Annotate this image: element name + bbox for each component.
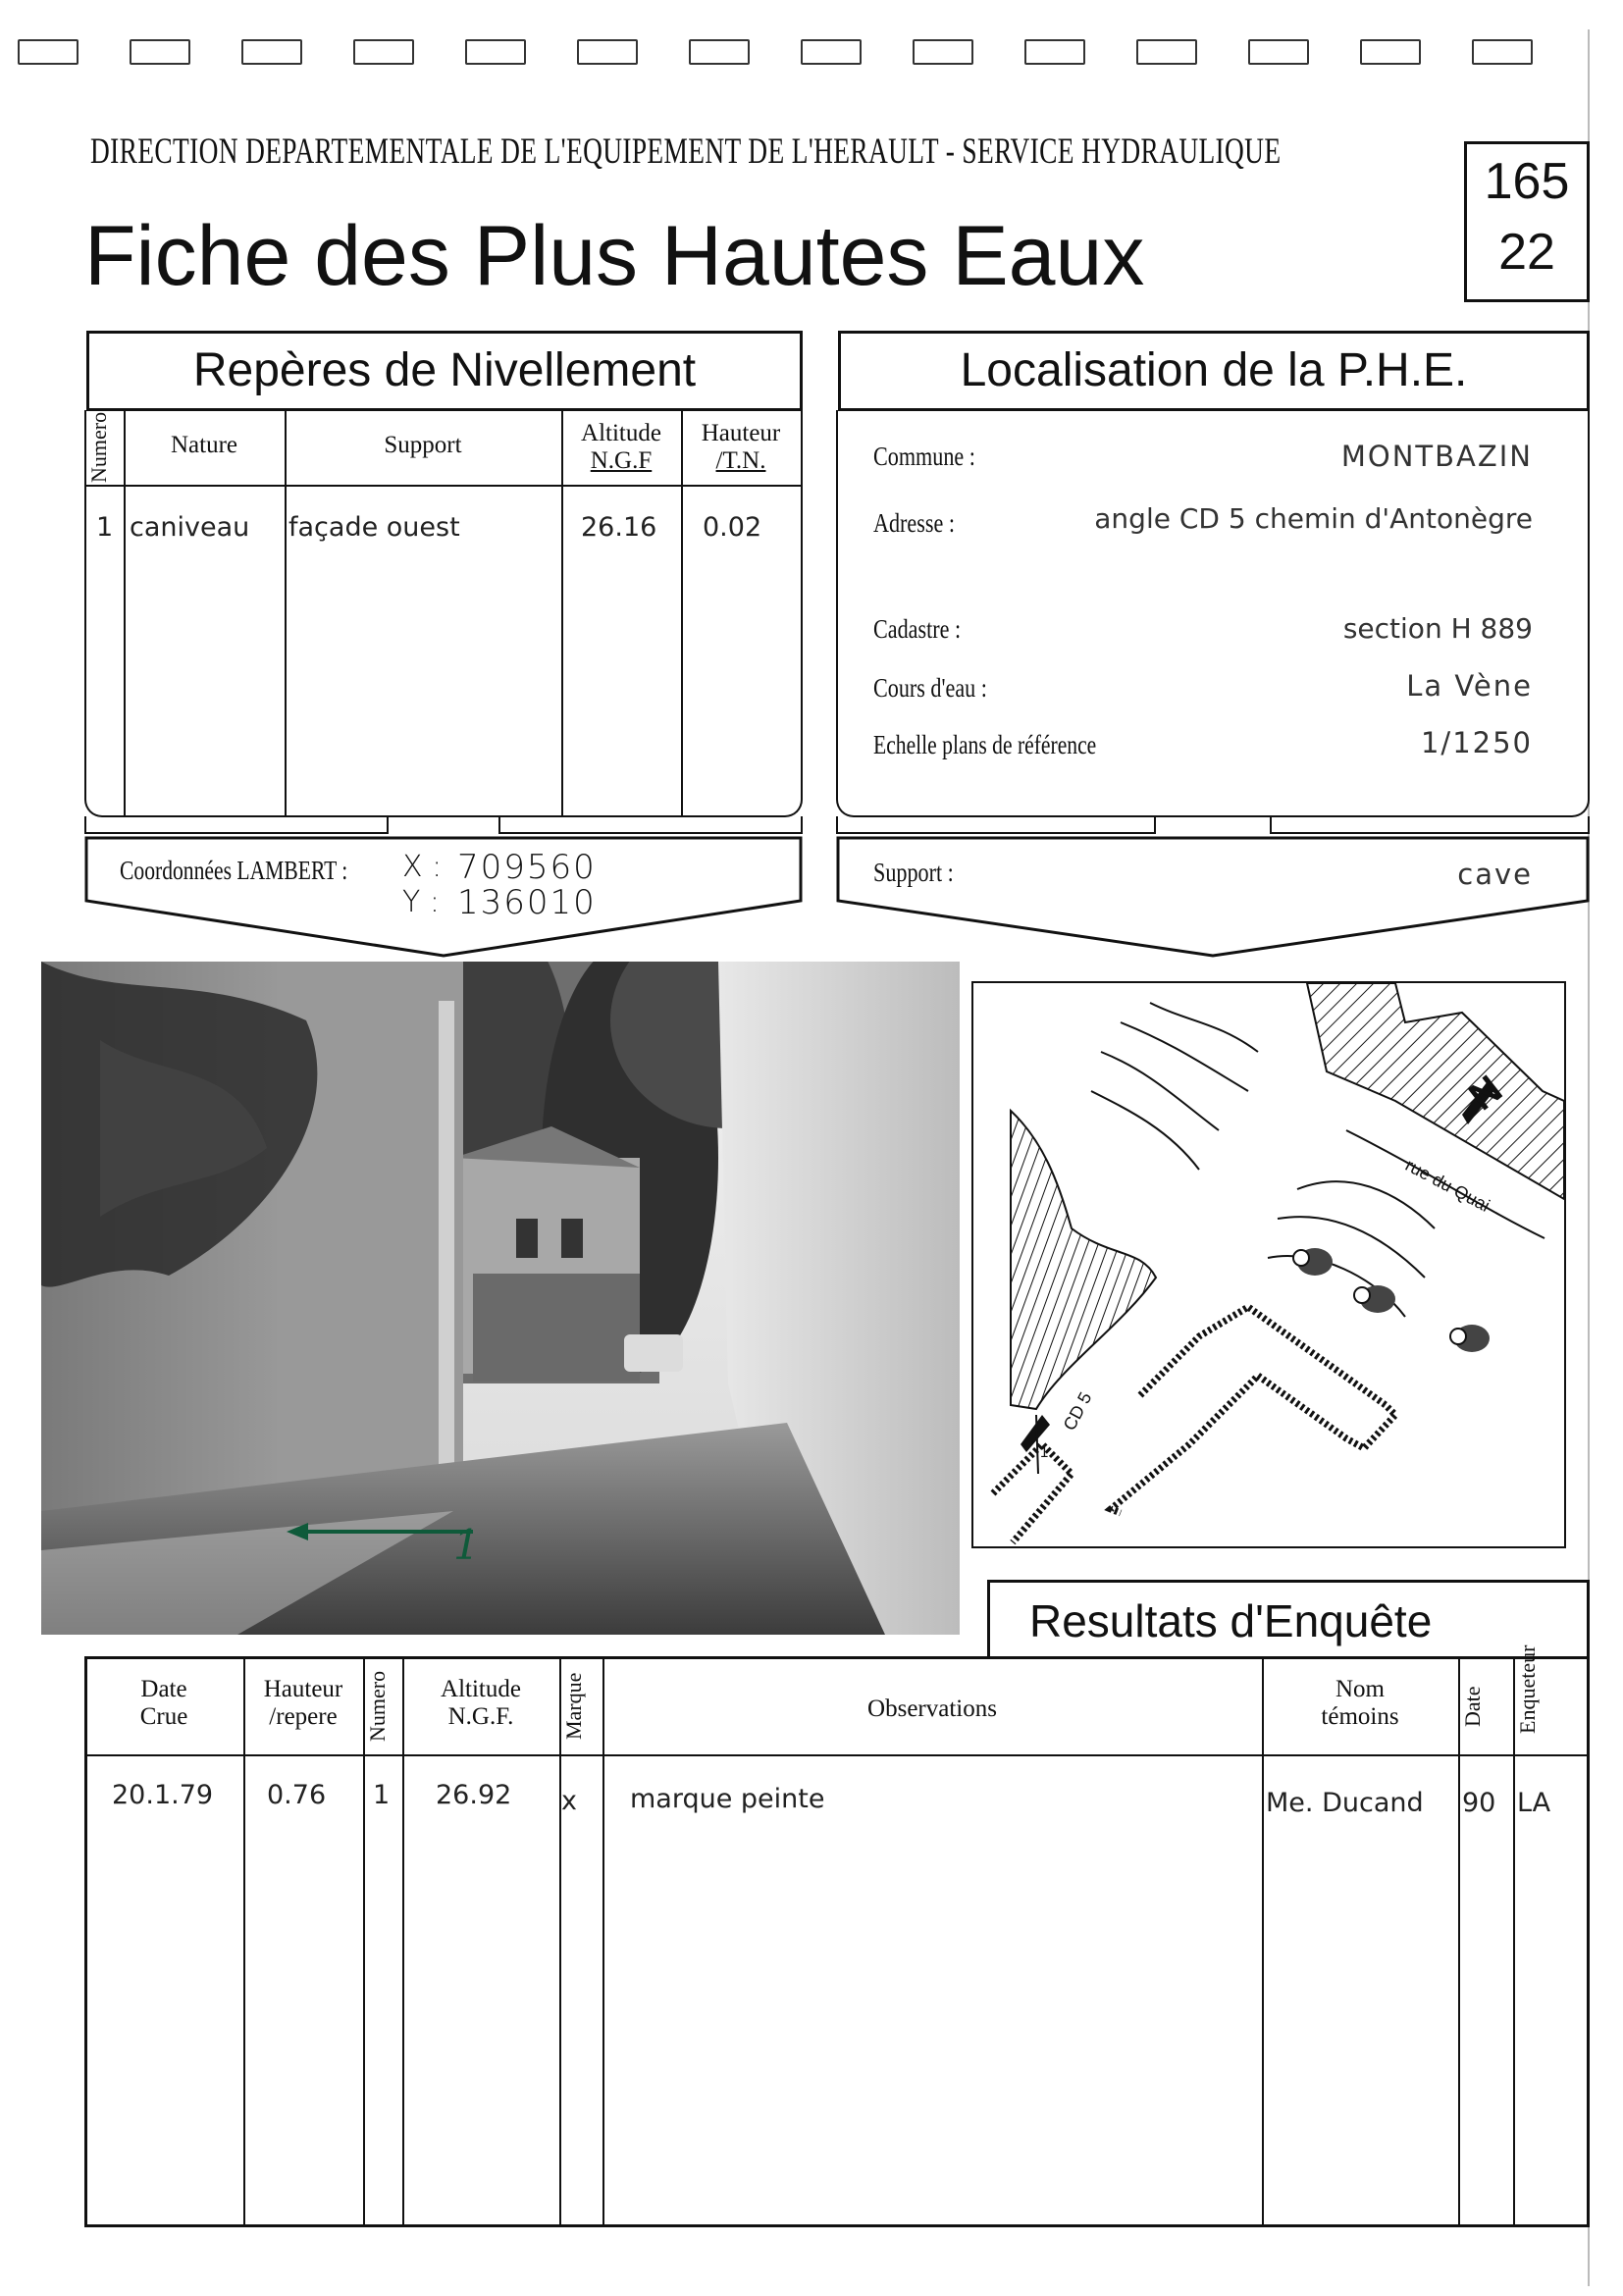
binder-hole xyxy=(18,39,79,65)
resultat-marque: x xyxy=(561,1786,577,1816)
coord-x-label: X : xyxy=(402,850,443,884)
resultat-nom-temoin: Me. Ducand xyxy=(1266,1788,1424,1818)
binder-hole xyxy=(1136,39,1197,65)
resultat-observations: marque peinte xyxy=(630,1784,825,1814)
col-header-marque: Marque xyxy=(561,1672,586,1741)
binder-hole xyxy=(130,39,190,65)
repere-nature: caniveau xyxy=(130,512,250,543)
commune-value: MONTBAZIN xyxy=(1340,440,1533,473)
binder-hole xyxy=(577,39,638,65)
resultats-table xyxy=(84,1656,1590,2227)
col-header-nature: Nature xyxy=(170,432,238,458)
reperes-header-rule xyxy=(84,485,801,487)
resultats-title: Resultats d'Enquête xyxy=(1029,1595,1433,1646)
reference-number-bottom: 22 xyxy=(1498,224,1555,281)
col-header-date: Date xyxy=(1460,1686,1485,1727)
col-header-altitude: Altitude N.G.F. xyxy=(441,1676,521,1730)
plan-marker-label: 1 xyxy=(1040,1444,1049,1461)
resultat-date: 90 xyxy=(1462,1788,1496,1818)
page-title: Fiche des Plus Hautes Eaux xyxy=(84,209,1145,303)
north-arrow-label: N xyxy=(1461,1067,1511,1120)
coords-arrow-box xyxy=(84,836,805,959)
reference-number-top: 165 xyxy=(1484,153,1570,210)
localisation-title: Localisation de la P.H.E. xyxy=(960,344,1468,396)
binder-hole xyxy=(913,39,973,65)
support-value: cave xyxy=(1457,858,1533,891)
cours-deau-label: Cours d'eau : xyxy=(873,673,987,703)
repere-altitude: 26.16 xyxy=(581,512,657,543)
adresse-value: angle CD 5 chemin d'Antonègre xyxy=(1094,502,1533,535)
binder-hole xyxy=(801,39,862,65)
photo-marker-label: 1 xyxy=(453,1521,480,1569)
resultat-enqueteur: LA xyxy=(1517,1788,1551,1818)
col-header-numero: Numero xyxy=(365,1670,390,1743)
commune-label: Commune : xyxy=(873,442,975,471)
cadastre-value: section H 889 xyxy=(1342,612,1533,645)
col-header-date-crue: Date Crue xyxy=(139,1676,188,1730)
col-header-numero: Numero xyxy=(86,411,111,483)
resultats-header-rule xyxy=(84,1754,1590,1756)
echelle-value: 1/1250 xyxy=(1420,726,1533,759)
binder-hole xyxy=(241,39,302,65)
resultat-altitude: 26.92 xyxy=(436,1780,512,1810)
col-header-hauteur-repere: Hauteur /repere xyxy=(263,1676,343,1730)
support-label: Support : xyxy=(873,858,954,887)
binder-hole xyxy=(1024,39,1085,65)
coord-x: 709560 xyxy=(457,848,597,887)
coords-label: Coordonnées LAMBERT : xyxy=(120,856,348,885)
reperes-title-box xyxy=(86,331,803,411)
site-plan xyxy=(971,981,1566,1548)
road-label: CD 5 xyxy=(1059,1388,1096,1435)
col-header-observations: Observations xyxy=(867,1696,997,1722)
col-header-altitude: Altitude N.G.F xyxy=(581,420,661,474)
resultat-date-crue: 20.1.79 xyxy=(112,1780,214,1810)
resultats-title-box xyxy=(987,1580,1590,1658)
repere-numero: 1 xyxy=(96,512,114,543)
resultat-hauteur: 0.76 xyxy=(267,1780,327,1810)
binder-hole xyxy=(1360,39,1421,65)
localisation-title-box xyxy=(838,331,1590,411)
reperes-title: Repères de Nivellement xyxy=(192,344,697,396)
binder-hole xyxy=(1472,39,1533,65)
cours-deau-value: La Vène xyxy=(1406,669,1533,703)
binder-hole xyxy=(689,39,750,65)
coord-y-label: Y : xyxy=(402,885,440,919)
binder-hole xyxy=(465,39,526,65)
site-photo xyxy=(41,962,960,1635)
street-label: rue du Quai xyxy=(1402,1155,1493,1216)
support-arrow-box xyxy=(836,836,1592,959)
reference-box xyxy=(1464,141,1590,302)
adresse-label: Adresse : xyxy=(873,508,956,538)
cadastre-label: Cadastre : xyxy=(873,614,962,644)
col-header-nom-temoins: Nom témoins xyxy=(1321,1676,1399,1730)
col-header-hauteur: Hauteur /T.N. xyxy=(701,420,781,474)
org-header: DIRECTION DEPARTEMENTALE DE L'EQUIPEMENT DE L'HERAULT - SERVICE HYDRAULIQUE xyxy=(90,131,1282,172)
binder-hole xyxy=(1248,39,1309,65)
col-header-support: Support xyxy=(384,432,462,458)
col-header-enqueteur: Enqueteur xyxy=(1515,1644,1540,1735)
coord-y: 136010 xyxy=(457,883,597,922)
echelle-label: Echelle plans de référence xyxy=(873,730,1097,759)
resultat-numero: 1 xyxy=(373,1780,391,1810)
repere-hauteur: 0.02 xyxy=(703,512,762,543)
repere-support: façade ouest xyxy=(288,512,460,543)
binder-hole xyxy=(353,39,414,65)
